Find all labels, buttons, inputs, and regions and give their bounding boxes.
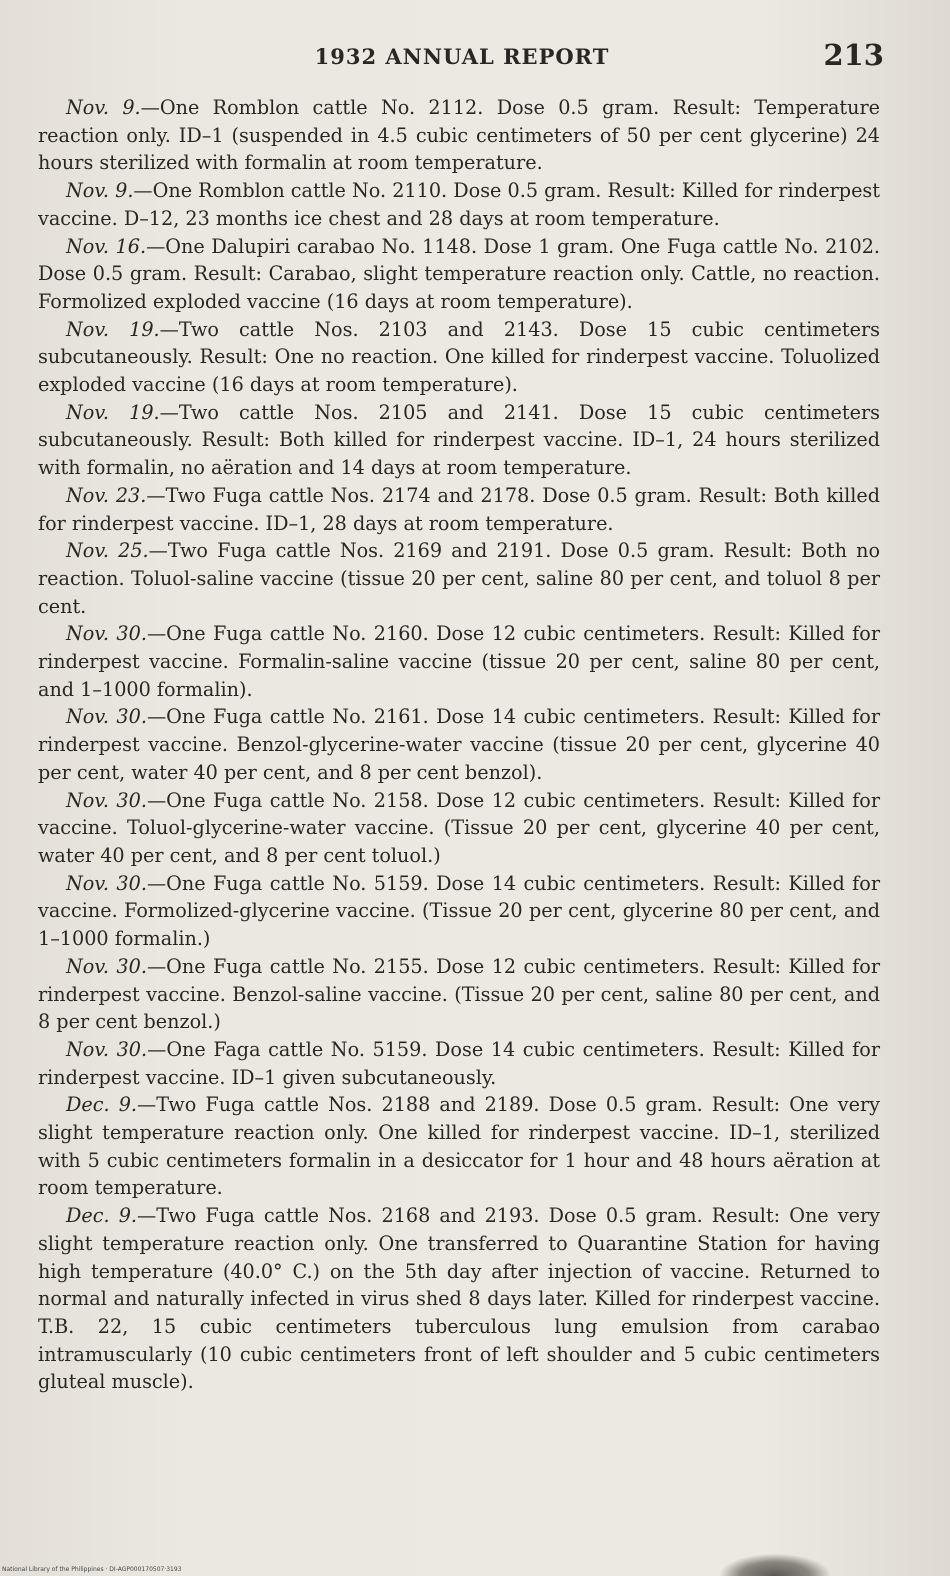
entry-date: Nov. 19. [66,317,160,341]
report-entry [38,1036,880,1091]
scan-credit: National Library of the Philippines · DI-AGP000170507·3193 [2,1566,182,1573]
report-entry [38,703,880,786]
report-entry [38,953,880,1036]
entry-date: Nov. 30. [66,705,147,729]
entry-text: —Two cattle Nos. 2103 and 2143. Dose 15 cubic centimeters subcutaneously. Result: One no reaction. One killed for rinderpest vaccine. Toluolized exploded vaccine (16 days at room temperature). [38,317,880,397]
entry-text: —One Fuga cattle No. 2161. Dose 14 cubic centimeters. Result: Killed for rinderpest vaccine. Benzol-glycerine-water vaccine (tissue 20 per cent, glycerine 40 per cent, water 40 per cent, and 8 per cent benzol). [38,705,880,784]
entry-text: —One Romblon cattle No. 2110. Dose 0.5 gram. Result: Killed for rinderpest vaccine. D–12, 23 months ice chest and 28 days at room temperature. [38,179,880,230]
report-entry [38,94,880,177]
entry-date: Dec. 9. [66,1093,137,1117]
entry-text: —Two Fuga cattle Nos. 2188 and 2189. Dose 0.5 gram. Result: One very slight temperature reaction only. One killed for rinderpest vaccine. ID–1, sterilized with 5 cubic centimeters formalin in a desiccator for 1 hour and 48 hours aëration at room temperature. [38,1093,880,1200]
report-entry [38,316,880,399]
entry-text: —One Fuga cattle No. 5159. Dose 14 cubic centimeters. Result: Killed for vaccine. Formolized-glycerine vaccine. (Tissue 20 per cent, glycerine 80 per cent, and 1–1000 formalin.) [38,871,880,951]
entry-date: Nov. 19. [66,400,160,424]
entry-date: Nov. 25. [66,539,149,563]
entry-text: —Two Fuga cattle Nos. 2174 and 2178. Dose 0.5 gram. Result: Both killed for rinderpest vaccine. ID–1, 28 days at room temperature. [38,483,880,535]
entry-text: —Two Fuga cattle Nos. 2168 and 2193. Dose 0.5 gram. Result: One very slight temperature reaction only. One transferred to Quarantine Station for having high temperature (40.0° C.) on the 5th day after injection of vaccine. Returned to normal and naturally infected in virus shed 8 days later. Killed for rinderpest vaccine. T.B. 22, 15 cubic centimeters tuberculous lung emulsion from carabao intramuscularly (10 cubic centimeters front of left shoulder and 5 cubic centimeters gluteal muscle). [38,1204,880,1394]
page-header [40,38,884,74]
entry-date: Nov. 30. [66,788,147,812]
entry-date: Nov. 23. [66,483,147,507]
entry-text: —One Faga cattle No. 5159. Dose 14 cubic centimeters. Result: Killed for rinderpest vaccine. ID–1 given subcutaneously. [38,1037,880,1089]
entry-date: Nov. 9. [66,179,134,203]
report-entry [38,1202,880,1396]
page-number: 213 [823,38,884,72]
entry-date: Nov. 30. [66,871,147,895]
entry-date: Nov. 9. [66,96,141,119]
scan-edge-shadow [720,1554,830,1576]
entry-text: —One Fuga cattle No. 2160. Dose 12 cubic centimeters. Result: Killed for rinderpest vaccine. Formalin-saline vaccine (tissue 20 per cent, saline 80 per cent, and 1–1000 formalin). [38,622,880,701]
report-entry [38,537,880,620]
report-entry [38,870,880,953]
entry-text: —Two Fuga cattle Nos. 2169 and 2191. Dose 0.5 gram. Result: Both no reaction. Toluol-saline vaccine (tissue 20 per cent, saline 80 per cent, and toluol 8 per cent. [38,539,880,618]
entry-date: Dec. 9. [66,1204,137,1228]
report-entry [38,233,880,316]
entry-date: Nov. 16. [66,234,147,258]
report-entry [38,399,880,482]
entry-text: —Two cattle Nos. 2105 and 2141. Dose 15 cubic centimeters subcutaneously. Result: Both killed for rinderpest vaccine. ID–1, 24 hours sterilized with formalin, no aëration and 14 days at room temperature. [38,400,880,480]
entry-text: —One Romblon cattle No. 2112. Dose 0.5 gram. Result: Temperature reaction only. ID–1 (suspended in 4.5 cubic centimeters of 50 per cent glycerine) 24 hours sterilized with formalin at room temperature. [38,96,880,175]
report-body [38,94,880,1396]
report-entry [38,620,880,703]
entry-date: Nov. 30. [66,1037,148,1061]
report-entry [38,787,880,870]
entry-text: —One Dalupiri carabao No. 1148. Dose 1 gram. One Fuga cattle No. 2102. Dose 0.5 gram. Result: Carabao, slight temperature reaction only. Cattle, no reaction. Formolized exploded vaccine (16 days at room temperature). [38,234,880,313]
running-title: 1932 ANNUAL REPORT [314,44,610,69]
entry-date: Nov. 30. [66,954,147,978]
report-entry [38,177,880,232]
report-entry [38,1091,880,1202]
entry-text: —One Fuga cattle No. 2155. Dose 12 cubic centimeters. Result: Killed for rinderpest vaccine. Benzol-saline vaccine. (Tissue 20 per cent, saline 80 per cent, and 8 per cent benzol.) [38,954,880,1034]
entry-text: —One Fuga cattle No. 2158. Dose 12 cubic centimeters. Result: Killed for vaccine. Toluol-glycerine-water vaccine. (Tissue 20 per cent, glycerine 40 per cent, water 40 per cent, and 8 per cent toluol.) [38,788,880,867]
report-entry [38,482,880,537]
entry-date: Nov. 30. [66,622,147,646]
